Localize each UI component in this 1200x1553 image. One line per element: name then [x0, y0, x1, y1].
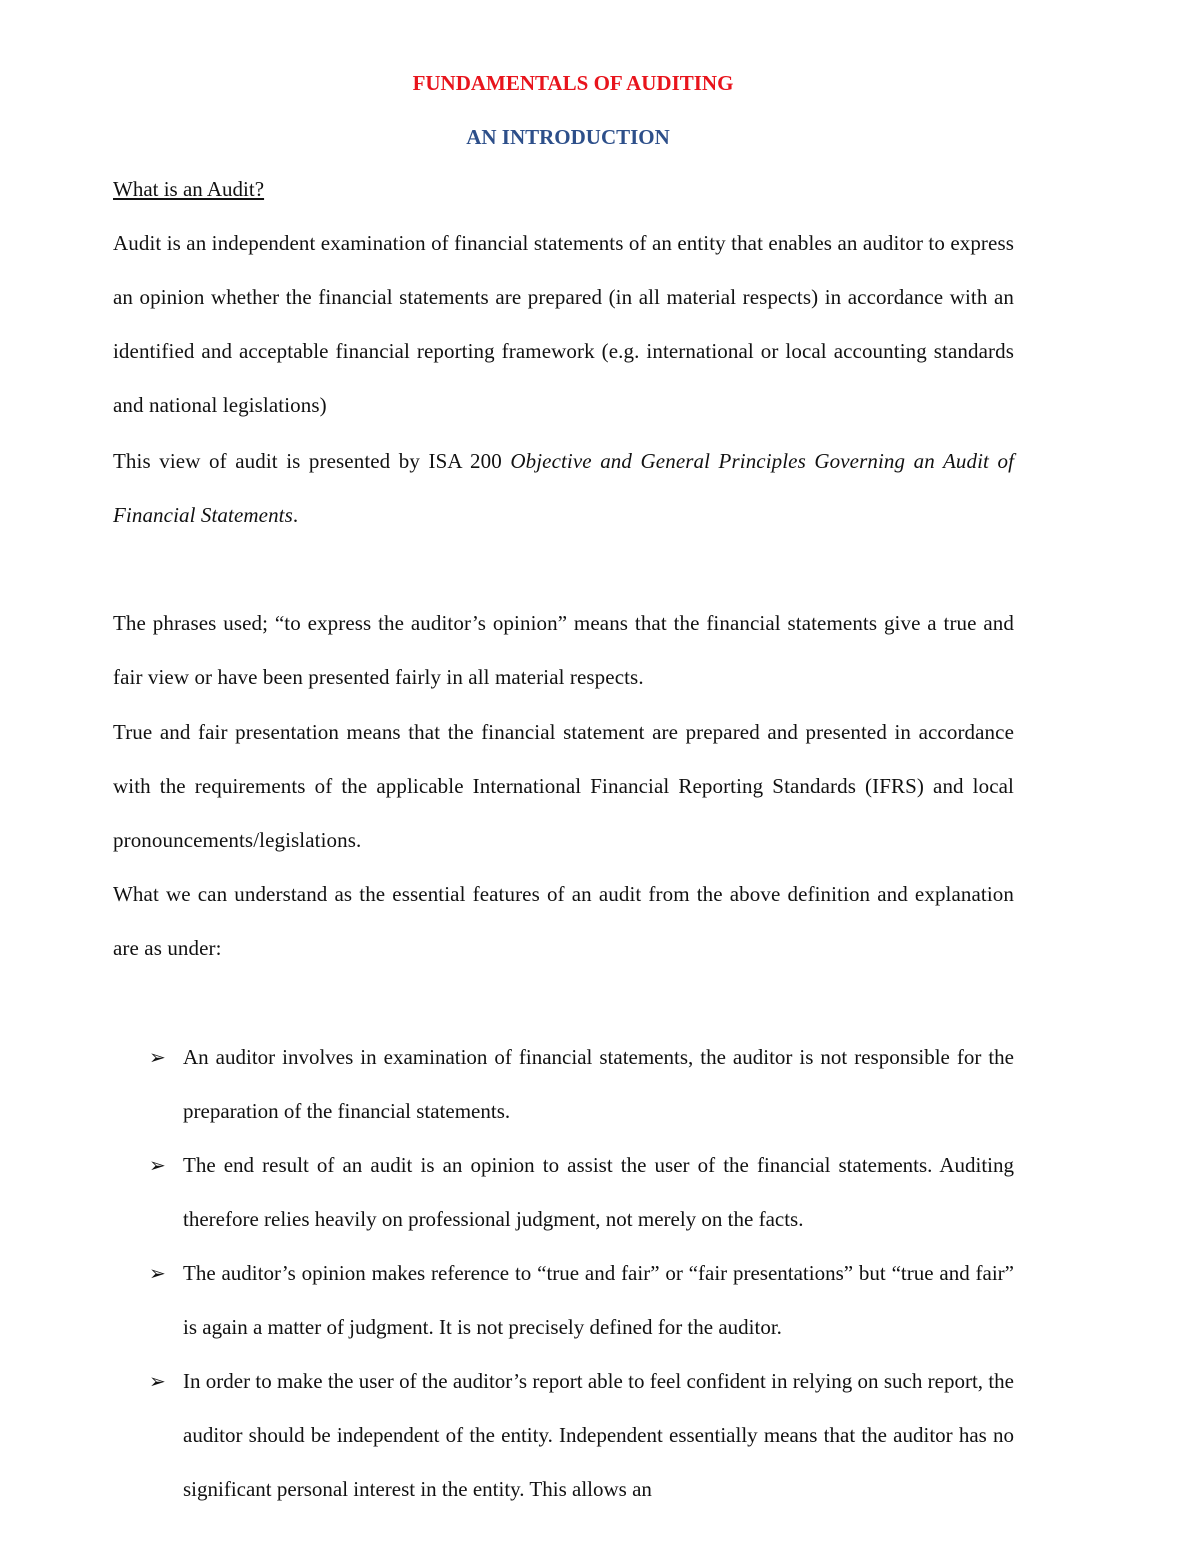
- arrowhead-bullet-icon: ➢: [149, 1369, 166, 1393]
- list-item-text: The auditor’s opinion makes reference to “true and fair” or “fair presentations” but “true and fair” is again a matter of judgment. It is not precisely defined for the auditor.: [183, 1261, 1014, 1339]
- list-item: [113, 1354, 1014, 1516]
- document-subtitle: AN INTRODUCTION: [466, 125, 670, 149]
- isa-intro-text: This view of audit is presented by ISA 200: [113, 449, 511, 473]
- phrases-paragraph: The phrases used; “to express the auditor’s opinion” means that the financial statements give a true and fair view or have been presented fairly in all material respects.: [113, 611, 1014, 689]
- list-item: [113, 1246, 1014, 1354]
- list-item: [113, 1138, 1014, 1246]
- arrowhead-bullet-icon: ➢: [149, 1153, 166, 1177]
- definition-paragraph: Audit is an independent examination of financial statements of an entity that enables an auditor to express an opinion whether the financial statements are prepared (in all material respects) in accordance with an identified and acceptable financial reporting framework (e.g. international or local accounting standards and national legislations): [113, 231, 1014, 417]
- features-intro-paragraph: What we can understand as the essential features of an audit from the above definition and explanation are as under:: [113, 882, 1014, 960]
- list-item-text: An auditor involves in examination of financial statements, the auditor is not responsible for the preparation of the financial statements.: [183, 1045, 1014, 1123]
- arrowhead-bullet-icon: ➢: [149, 1045, 166, 1069]
- isa-standard-title: Objective and General Principles Governing an Audit of Financial Statements: [113, 449, 1015, 527]
- list-item: [113, 1030, 1014, 1138]
- arrowhead-bullet-icon: ➢: [149, 1261, 166, 1285]
- section-question: What is an Audit?: [113, 177, 265, 201]
- isa-end-text: .: [292, 503, 299, 527]
- true-fair-paragraph: True and fair presentation means that the financial statement are prepared and presented in accordance with the requirements of the applicable International Financial Reporting Standards (IFRS) and local pronouncements/legislations.: [113, 720, 1014, 852]
- list-item-text: The end result of an audit is an opinion to assist the user of the financial statements. Auditing therefore relies heavily on professional judgment, not merely on the facts.: [183, 1153, 1014, 1231]
- document-title: FUNDAMENTALS OF AUDITING: [412, 71, 734, 95]
- features-list: [113, 1030, 1014, 1516]
- list-item-text: In order to make the user of the auditor’s report able to feel confident in relying on such report, the auditor should be independent of the entity. Independent essentially means that the auditor has no significant personal interest in the entity. This allows an: [183, 1369, 1014, 1501]
- isa-paragraph: [113, 434, 1014, 542]
